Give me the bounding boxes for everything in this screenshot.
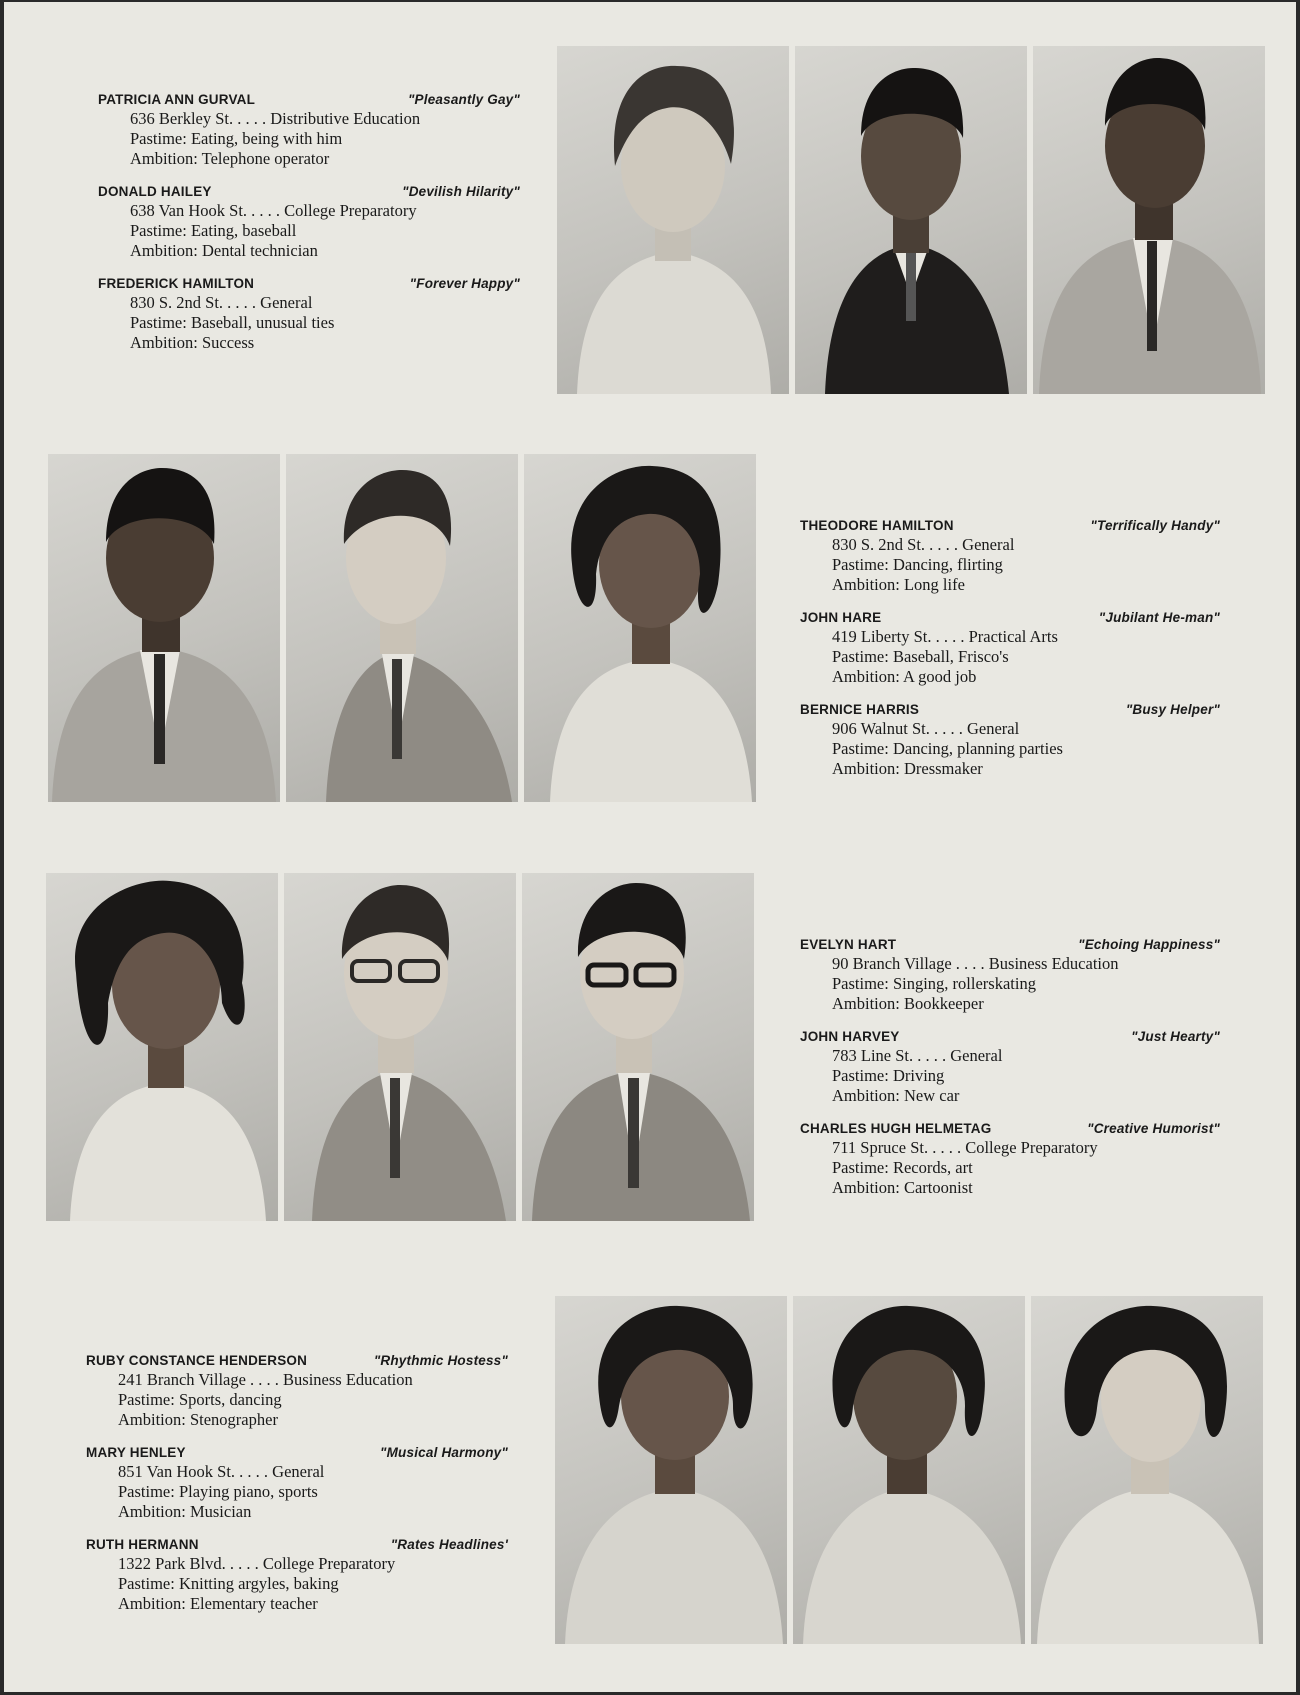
senior-name: MARY HENLEY [86,1445,186,1460]
senior-name: JOHN HARE [800,610,882,625]
senior-motto: "Rates Headlines' [390,1537,508,1552]
senior-ambition: Ambition: Dental technician [130,241,318,260]
senior-motto: "Creative Humorist" [1087,1121,1220,1136]
senior-name: EVELYN HART [800,937,897,952]
senior-entry [800,1029,1220,1106]
senior-name: FREDERICK HAMILTON [98,276,255,291]
portrait-photo [795,46,1027,394]
portrait-silhouette [524,454,756,802]
senior-pastime: Pastime: Eating, being with him [130,129,343,148]
group-4-bios [86,1353,508,1629]
senior-name: THEODORE HAMILTON [800,518,954,533]
senior-ambition: Ambition: Elementary teacher [118,1594,318,1613]
senior-pastime: Pastime: Playing piano, sports [118,1482,318,1501]
senior-entry [98,92,520,169]
senior-pastime: Pastime: Knitting argyles, baking [118,1574,339,1593]
senior-pastime: Pastime: Dancing, planning parties [832,739,1063,758]
portrait-silhouette [48,454,280,802]
group-3-bios [800,937,1220,1213]
portrait-photo [524,454,756,802]
portrait-silhouette [557,46,789,394]
senior-entry [86,1445,508,1522]
senior-motto: "Terrifically Handy" [1090,518,1220,533]
portrait-silhouette [522,873,754,1221]
group-4-photos [555,1296,1263,1644]
senior-address: 711 Spruce St. . . . . College Preparatory [832,1138,1098,1157]
portrait-photo [46,873,278,1221]
portrait-silhouette [795,46,1027,394]
senior-entry [86,1537,508,1614]
senior-address: 419 Liberty St. . . . . Practical Arts [832,627,1058,646]
portrait-photo [1031,1296,1263,1644]
senior-pastime: Pastime: Singing, rollerskating [832,974,1036,993]
senior-entry [800,937,1220,1014]
senior-entry [86,1353,508,1430]
portrait-photo [555,1296,787,1644]
senior-address: 830 S. 2nd St. . . . . General [832,535,1015,554]
senior-name: RUBY CONSTANCE HENDERSON [86,1353,308,1368]
group-3-photos [46,873,754,1221]
senior-motto: "Echoing Happiness" [1078,937,1220,952]
senior-entry [98,184,520,261]
senior-ambition: Ambition: Dressmaker [832,759,983,778]
senior-motto: "Devilish Hilarity" [402,184,520,199]
portrait-photo [522,873,754,1221]
senior-pastime: Pastime: Records, art [832,1158,973,1177]
senior-name: BERNICE HARRIS [800,702,920,717]
portrait-photo [286,454,518,802]
senior-name: RUTH HERMANN [86,1537,199,1552]
senior-ambition: Ambition: Long life [832,575,965,594]
senior-pastime: Pastime: Dancing, flirting [832,555,1003,574]
senior-motto: "Just Hearty" [1131,1029,1220,1044]
senior-motto: "Pleasantly Gay" [407,92,520,107]
group-1-photos [557,46,1265,394]
senior-ambition: Ambition: Cartoonist [832,1178,973,1197]
senior-motto: "Jubilant He-man" [1098,610,1220,625]
senior-pastime: Pastime: Baseball, Frisco's [832,647,1009,666]
senior-motto: "Busy Helper" [1125,702,1220,717]
senior-ambition: Ambition: New car [832,1086,960,1105]
senior-address: 783 Line St. . . . . General [832,1046,1003,1065]
group-1-bios [98,92,520,368]
senior-ambition: Ambition: Success [130,333,255,352]
senior-address: 90 Branch Village . . . . Business Education [832,954,1119,973]
portrait-silhouette [284,873,516,1221]
senior-entry [800,518,1220,595]
portrait-photo [793,1296,1025,1644]
senior-address: 906 Walnut St. . . . . General [832,719,1020,738]
senior-pastime: Pastime: Eating, baseball [130,221,297,240]
senior-pastime: Pastime: Baseball, unusual ties [130,313,335,332]
senior-pastime: Pastime: Sports, dancing [118,1390,282,1409]
portrait-silhouette [555,1296,787,1644]
group-2-photos [48,454,756,802]
senior-name: CHARLES HUGH HELMETAG [800,1121,992,1136]
senior-entry [800,610,1220,687]
portrait-photo [1033,46,1265,394]
senior-pastime: Pastime: Driving [832,1066,945,1085]
senior-address: 636 Berkley St. . . . . Distributive Education [130,109,421,128]
portrait-silhouette [1033,46,1265,394]
portrait-silhouette [1031,1296,1263,1644]
senior-ambition: Ambition: Telephone operator [130,149,330,168]
senior-name: PATRICIA ANN GURVAL [98,92,256,107]
senior-entry [800,1121,1220,1198]
senior-address: 1322 Park Blvd. . . . . College Preparatory [118,1554,396,1573]
senior-address: 638 Van Hook St. . . . . College Preparatory [130,201,417,220]
senior-entry [800,702,1220,779]
senior-ambition: Ambition: Musician [118,1502,252,1521]
senior-address: 241 Branch Village . . . . Business Education [118,1370,413,1389]
portrait-photo [48,454,280,802]
portrait-silhouette [46,873,278,1221]
senior-motto: "Forever Happy" [409,276,520,291]
portrait-silhouette [286,454,518,802]
senior-ambition: Ambition: Stenographer [118,1410,278,1429]
portrait-photo [284,873,516,1221]
portrait-silhouette [793,1296,1025,1644]
portrait-photo [557,46,789,394]
senior-ambition: Ambition: Bookkeeper [832,994,984,1013]
senior-name: DONALD HAILEY [98,184,212,199]
senior-entry [98,276,520,353]
senior-motto: "Rhythmic Hostess" [373,1353,508,1368]
senior-address: 830 S. 2nd St. . . . . General [130,293,313,312]
senior-motto: "Musical Harmony" [380,1445,508,1460]
group-2-bios [800,518,1220,794]
senior-name: JOHN HARVEY [800,1029,900,1044]
senior-ambition: Ambition: A good job [832,667,977,686]
senior-address: 851 Van Hook St. . . . . General [118,1462,325,1481]
